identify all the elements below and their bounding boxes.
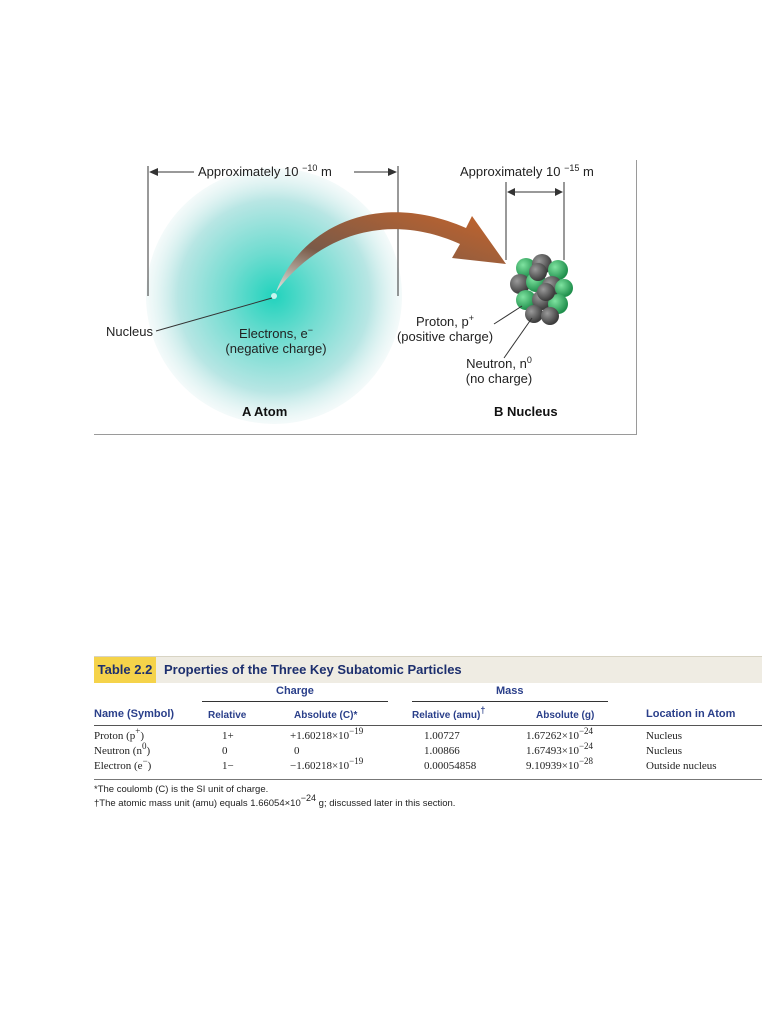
- atom-figure: [94, 160, 637, 435]
- cell-abs-charge: $+1.60218\times 10^{-19}$: [290, 726, 364, 742]
- table-title: Properties of the Three Key Subatomic Particles: [164, 662, 462, 677]
- cell-location: Nucleus: [646, 745, 683, 757]
- cell-name: Proton (p+): [94, 726, 144, 742]
- cell-location: Nucleus: [646, 730, 683, 742]
- header-rule: [94, 725, 762, 726]
- footnote-amu: †The atomic mass unit (amu) equals $1.66054\times 10^{-24}$ g; discussed later in this section.: [94, 793, 456, 809]
- proton-label: Proton, p+ (positive charge): [396, 313, 494, 344]
- footnote-coulomb: *The coulomb (C) is the SI unit of charge.: [94, 784, 269, 795]
- atom-scale-label: Approximately 10 $^{-10}$ m: [198, 163, 332, 179]
- col-location-header: Location in Atom: [646, 708, 736, 720]
- cell-abs-mass: $1.67493\times 10^{-24}$: [526, 741, 594, 757]
- nucleus-label: Nucleus: [106, 324, 153, 339]
- footer-rule: [94, 779, 762, 780]
- table-number: Table 2.2: [94, 657, 156, 683]
- cell-rel-mass: 1.00727: [424, 730, 460, 742]
- col-abs-mass-header: Absolute (g): [536, 710, 595, 721]
- cell-name: Electron (e−): [94, 756, 152, 772]
- subatomic-table: [94, 656, 762, 809]
- cell-rel-charge: 1−: [222, 760, 234, 772]
- cell-rel-mass: 1.00866: [424, 745, 460, 757]
- col-name-header: Name (Symbol): [94, 708, 175, 720]
- cell-rel-charge: 1+: [222, 730, 234, 742]
- nucleus-cluster: [510, 254, 573, 325]
- cell-location: Outside nucleus: [646, 760, 717, 772]
- col-rel-mass-header: Relative (amu)†: [412, 705, 486, 721]
- cell-rel-mass: 0.00054858: [424, 760, 477, 772]
- neutron-leader: [504, 318, 532, 358]
- cell-abs-mass: $1.67262\times 10^{-24}$: [526, 726, 594, 742]
- mass-group-heading: Mass: [496, 685, 524, 697]
- mass-group-rule: [412, 701, 608, 702]
- nucleus-scale-label: Approximately 10 $^{-15}$ m: [460, 163, 594, 179]
- charge-group-heading: Charge: [276, 685, 314, 697]
- caption-nucleus: B Nucleus: [494, 404, 558, 419]
- electrons-label: Electrons, e− (negative charge): [225, 325, 327, 356]
- table-header: [94, 656, 762, 683]
- cell-rel-charge: 0: [222, 745, 228, 757]
- neutron-label: Neutron, $n^0$ (no charge): [465, 355, 533, 386]
- cell-abs-charge: 0: [294, 745, 300, 757]
- cell-name: Neutron $(n^0)$: [94, 741, 151, 757]
- col-abs-charge-header: Absolute (C)*: [294, 710, 358, 721]
- cell-abs-charge: $-1.60218\times 10^{-19}$: [290, 756, 364, 772]
- atom-diagram: [94, 160, 636, 434]
- charge-group-rule: [202, 701, 388, 702]
- cell-abs-mass: $9.10939\times 10^{-28}$: [526, 756, 594, 772]
- caption-atom: A Atom: [242, 404, 288, 419]
- col-rel-charge-header: Relative: [208, 710, 247, 721]
